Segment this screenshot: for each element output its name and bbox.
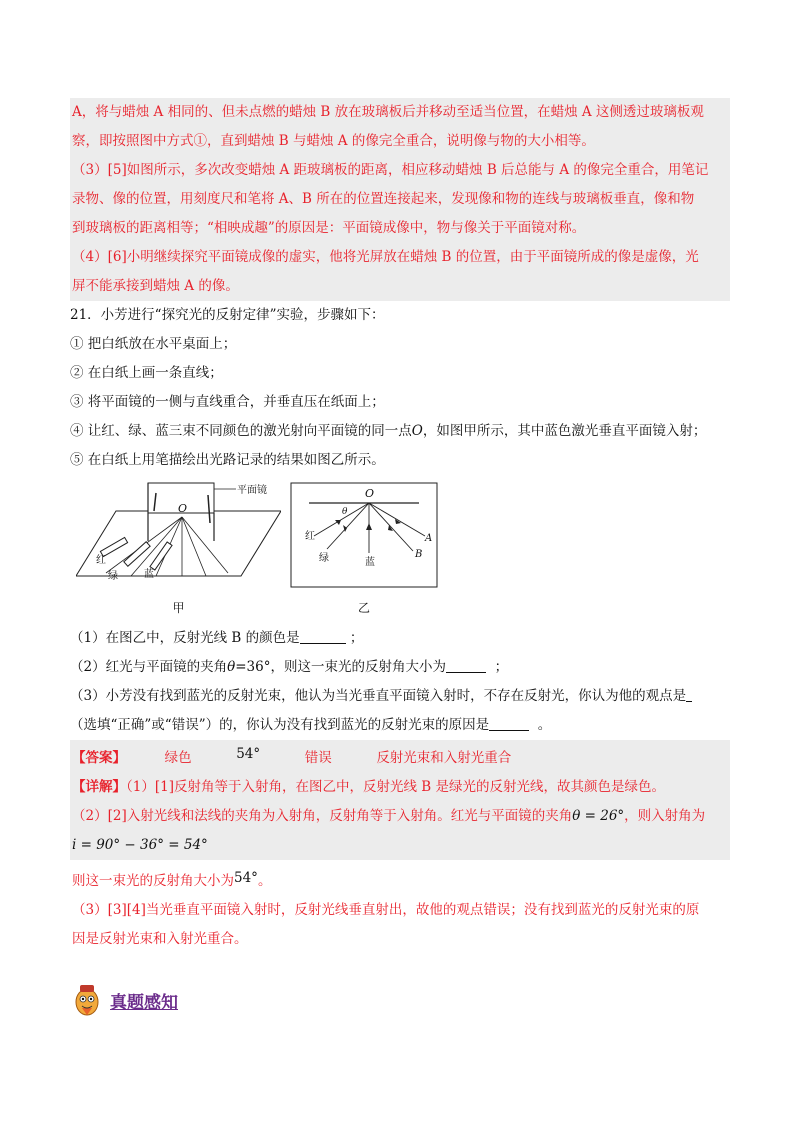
sub-question-1: [70, 624, 730, 653]
section-heading: [70, 982, 730, 1018]
answer-line: A，将与蜡烛 A 相同的、但未点燃的蜡烛 B 放在玻璃板后并移动至适当位置，在蜡烛 A 这侧透过玻璃板观: [72, 104, 704, 120]
step-2: ② 在白纸上画一条直线；: [70, 365, 223, 381]
reflected-ray-a: [369, 503, 425, 536]
point-o: O: [411, 423, 423, 439]
detail-line-2: [72, 802, 728, 831]
reflected-ray-b: [369, 503, 413, 551]
detail-text-4: 则这一束光的反射角大小为: [72, 873, 234, 889]
detail-line-5: （3）[3][4]当光垂直平面镜入射时，反射光线垂直射出，故他的观点错误；没有找到蓝光的反射光束的原: [72, 902, 700, 918]
detail-line-4: [72, 864, 728, 896]
red-label: 红: [305, 531, 315, 542]
answer-2: 54°: [236, 746, 261, 762]
answer-line: （3）[5]如图所示，多次改变蜡烛 A 距玻璃板的距离，相应移动蜡烛 B 后总能与 A 的像完全重合，用笔记: [72, 162, 709, 178]
answer-3: 错误: [304, 750, 332, 766]
detail-continued: [70, 860, 730, 954]
answer-row: [72, 740, 728, 773]
answer-line: 录物、像的位置，用刻度尺和笔将 A、B 所在的位置连接起来，发现像和物的连线与玻璃板垂直，像和物: [72, 191, 695, 207]
detail-line-3: i = 90° − 36° = 54°: [72, 837, 208, 853]
figure-yi-diagram: [289, 481, 439, 599]
detail-formula: θ = 26°: [572, 808, 625, 824]
figure-jia: [76, 481, 281, 616]
step-4: [70, 417, 730, 446]
step-4-text-end: ，如图甲所示，其中蓝色激光垂直平面镜入射；: [422, 423, 707, 439]
figure-jia-diagram: [76, 481, 281, 599]
detail-line-6: 因是反射光束和入射光重合。: [72, 931, 248, 947]
sub-question-2: [70, 653, 730, 682]
answer-tag: 【答案】: [72, 750, 126, 766]
question-stem: 21．小芳进行“探究光的反射定律”实验，步骤如下：: [70, 307, 385, 323]
detail-text-2: （2）[2]入射光线和法线的夹角为入射角，反射角等于入射角。红光与平面镜的夹角: [72, 808, 573, 824]
label-a: A: [425, 533, 433, 544]
green-incident-ray: [327, 503, 369, 549]
step-5: ⑤ 在白纸上用笔描绘出光路记录的结果如图乙所示。: [70, 452, 385, 468]
step-3: ③ 将平面镜的一侧与直线重合，并垂直压在纸面上；: [70, 394, 385, 410]
answer-blank-3: [686, 687, 692, 702]
sub-question-1-text: （1）在图乙中，反射光线 B 的颜色是: [70, 630, 300, 646]
previous-answer-block: [70, 98, 730, 301]
green-label: 绿: [108, 571, 118, 582]
answer-4: 反射光束和入射光重合: [376, 750, 512, 766]
sub-question-2-text-end: =36°，则这一束光的反射角大小为: [235, 659, 446, 675]
answer-line: 屏不能承接到蜡烛 A 的像。: [72, 278, 239, 294]
sub-question-2-text: （2）红光与平面镜的夹角: [70, 659, 228, 675]
sub-question-3-cont: [70, 711, 730, 740]
step-4-text: ④ 让红、绿、蓝三束不同颜色的激光射向平面镜的同一点: [70, 423, 412, 439]
theta-symbol: θ: [227, 659, 236, 675]
section-heading-text: 真题感知: [110, 992, 178, 1013]
page-content: [70, 98, 730, 1018]
green-label: 绿: [319, 553, 329, 564]
detail-value: 54°: [234, 870, 258, 886]
blue-laser: [150, 542, 172, 570]
green-laser: [124, 542, 150, 567]
step-1: ① 把白纸放在水平桌面上；: [70, 336, 237, 352]
answer-blank-4: [489, 716, 529, 731]
point-o-label: O: [178, 502, 188, 515]
answer-block: [70, 740, 730, 860]
detail-tag: 【详解】: [72, 779, 126, 795]
detail-text-4-end: 。: [257, 873, 272, 889]
question-21: [70, 301, 730, 475]
blue-label: 蓝: [365, 557, 375, 568]
figure-yi-caption: 乙: [357, 601, 370, 615]
punct: ；: [494, 659, 509, 675]
theta-label: θ: [342, 507, 348, 517]
blue-label: 蓝: [144, 569, 154, 580]
answer-line: 察，即按照图中方式①，直到蜡烛 B 与蜡烛 A 的像完全重合，说明像与物的大小相等。: [72, 133, 595, 149]
answer-blank-2: [446, 658, 486, 673]
punct: ；: [349, 630, 364, 646]
answer-line: 到玻璃板的距离相等；“相映成趣”的原因是：平面镜成像中，物与像关于平面镜对称。: [72, 220, 586, 236]
answer-line: （4）[6]小明继续探究平面镜成像的虚实，他将光屏放在蜡烛 B 的位置，由于平面镜所成的像是虚像，光: [72, 249, 699, 265]
answer-1: 绿色: [164, 750, 192, 766]
point-o-label: O: [365, 487, 375, 500]
answer-blank-1: [300, 629, 346, 644]
figures: [76, 481, 730, 616]
figure-yi: [289, 481, 439, 616]
sub-question-3-text-2: （选填“正确”或“错误”）的，你认为没有找到蓝光的反射光束的原因是: [70, 717, 490, 733]
sub-question-3-text: （3）小芳没有找到蓝光的反射光束，他认为当光垂直平面镜入射时，不存在反射光，你认为他的观点是: [70, 688, 687, 704]
pencil-mascot-icon: [70, 982, 104, 1018]
sub-questions: [70, 624, 730, 740]
detail-line-1: [72, 773, 728, 802]
detail-text-1: （1）[1]反射角等于入射角，在图乙中，反射光线 B 是绿光的反射光线，故其颜色是绿色。: [126, 779, 665, 795]
red-laser: [100, 537, 127, 556]
figure-jia-caption: 甲: [172, 601, 185, 615]
punct: 。: [537, 717, 552, 733]
red-label: 红: [96, 555, 106, 566]
label-b: B: [415, 549, 423, 560]
sub-question-3: [70, 682, 730, 711]
mirror-label: 平面镜: [237, 485, 267, 496]
detail-text-2-end: ，则入射角为: [624, 808, 706, 824]
